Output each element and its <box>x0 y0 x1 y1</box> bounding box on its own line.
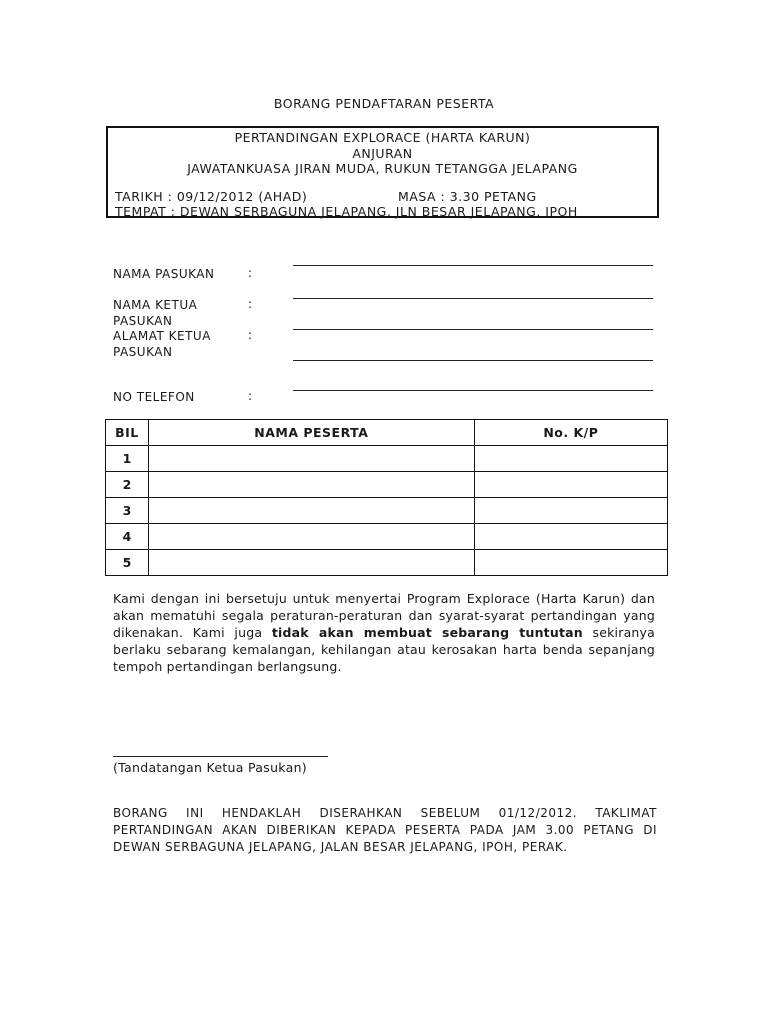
leader-name-colon: : <box>248 297 253 311</box>
column-header-bil: BIL <box>106 420 149 446</box>
organizer-label: ANJURAN <box>352 146 413 161</box>
event-time: MASA : 3.30 PETANG <box>398 189 537 204</box>
phone-colon: : <box>248 389 253 403</box>
leader-name-label <box>113 297 197 329</box>
signature-label: (Tandatangan Ketua Pasukan) <box>113 760 307 775</box>
phone-field[interactable] <box>293 390 653 391</box>
event-venue: TEMPAT : DEWAN SERBAGUNA JELAPANG, JLN BESAR JELAPANG, IPOH <box>115 204 578 219</box>
event-header-box <box>106 126 659 218</box>
row-number: 5 <box>106 550 149 576</box>
participant-name-cell[interactable] <box>148 446 474 472</box>
participant-ic-cell[interactable] <box>474 524 667 550</box>
agreement-text-part2: sekiranya berlaku sebarang kemalangan, kehilangan atau kerosakan harta benda sepanjang tempoh pertandingan berlangsung. <box>113 625 656 674</box>
event-date: TARIKH : 09/12/2012 (AHAD) <box>115 189 308 204</box>
table-row <box>106 498 668 524</box>
phone-label: NO TELEFON <box>113 390 195 404</box>
organizer-name: JAWATANKUASA JIRAN MUDA, RUKUN TETANGGA JELAPANG <box>187 161 578 176</box>
agreement-text-bold: tidak akan membuat sebarang tuntutan <box>271 625 583 640</box>
leader-address-label <box>113 328 211 360</box>
event-name: PERTANDINGAN EXPLORACE (HARTA KARUN) <box>234 130 531 145</box>
participant-ic-cell[interactable] <box>474 446 667 472</box>
column-header-nama: NAMA PESERTA <box>148 420 474 446</box>
participant-ic-cell[interactable] <box>474 498 667 524</box>
row-number: 4 <box>106 524 149 550</box>
submission-notice: BORANG INI HENDAKLAH DISERAHKAN SEBELUM 01/12/2012. TAKLIMAT PERTANDINGAN AKAN DIBERIKAN KEPADA PESERTA PADA JAM 3.00 PETANG DI DEWAN SERBAGUNA JELAPANG, JALAN BESAR JELAPANG, IPOH, PERAK. <box>113 806 657 854</box>
signature-line[interactable] <box>113 756 328 757</box>
leader-address-label-line1: ALAMAT KETUA <box>113 329 211 343</box>
leader-address-label-line2: PASUKAN <box>113 345 173 359</box>
participant-name-cell[interactable] <box>148 524 474 550</box>
page-title: BORANG PENDAFTARAN PESERTA <box>273 96 495 111</box>
agreement-paragraph <box>113 590 655 675</box>
table-row <box>106 524 668 550</box>
participant-name-cell[interactable] <box>148 472 474 498</box>
table-row <box>106 472 668 498</box>
participant-ic-cell[interactable] <box>474 550 667 576</box>
participants-table <box>105 419 668 576</box>
team-name-field[interactable] <box>293 265 653 266</box>
agreement-text-part1: Kami dengan ini bersetuju untuk menyertai Program Explorace (Harta Karun) dan akan mematuhi segala peraturan-peraturan dan syarat-syarat pertandingan yang dikenakan. Kami juga <box>113 591 655 640</box>
leader-address-field-line2[interactable] <box>293 360 653 361</box>
team-name-label: NAMA PASUKAN <box>113 267 215 281</box>
team-name-colon: : <box>248 266 253 280</box>
leader-name-label-line1: NAMA KETUA <box>113 298 198 312</box>
leader-address-field[interactable] <box>293 329 653 330</box>
leader-name-field[interactable] <box>293 298 653 299</box>
row-number: 1 <box>106 446 149 472</box>
table-header-row <box>106 420 668 446</box>
column-header-kp: No. K/P <box>474 420 667 446</box>
leader-name-label-line2: PASUKAN <box>113 314 173 328</box>
participant-name-cell[interactable] <box>148 550 474 576</box>
participant-name-cell[interactable] <box>148 498 474 524</box>
row-number: 2 <box>106 472 149 498</box>
leader-address-colon: : <box>248 328 253 342</box>
table-row <box>106 446 668 472</box>
participant-ic-cell[interactable] <box>474 472 667 498</box>
row-number: 3 <box>106 498 149 524</box>
table-row <box>106 550 668 576</box>
